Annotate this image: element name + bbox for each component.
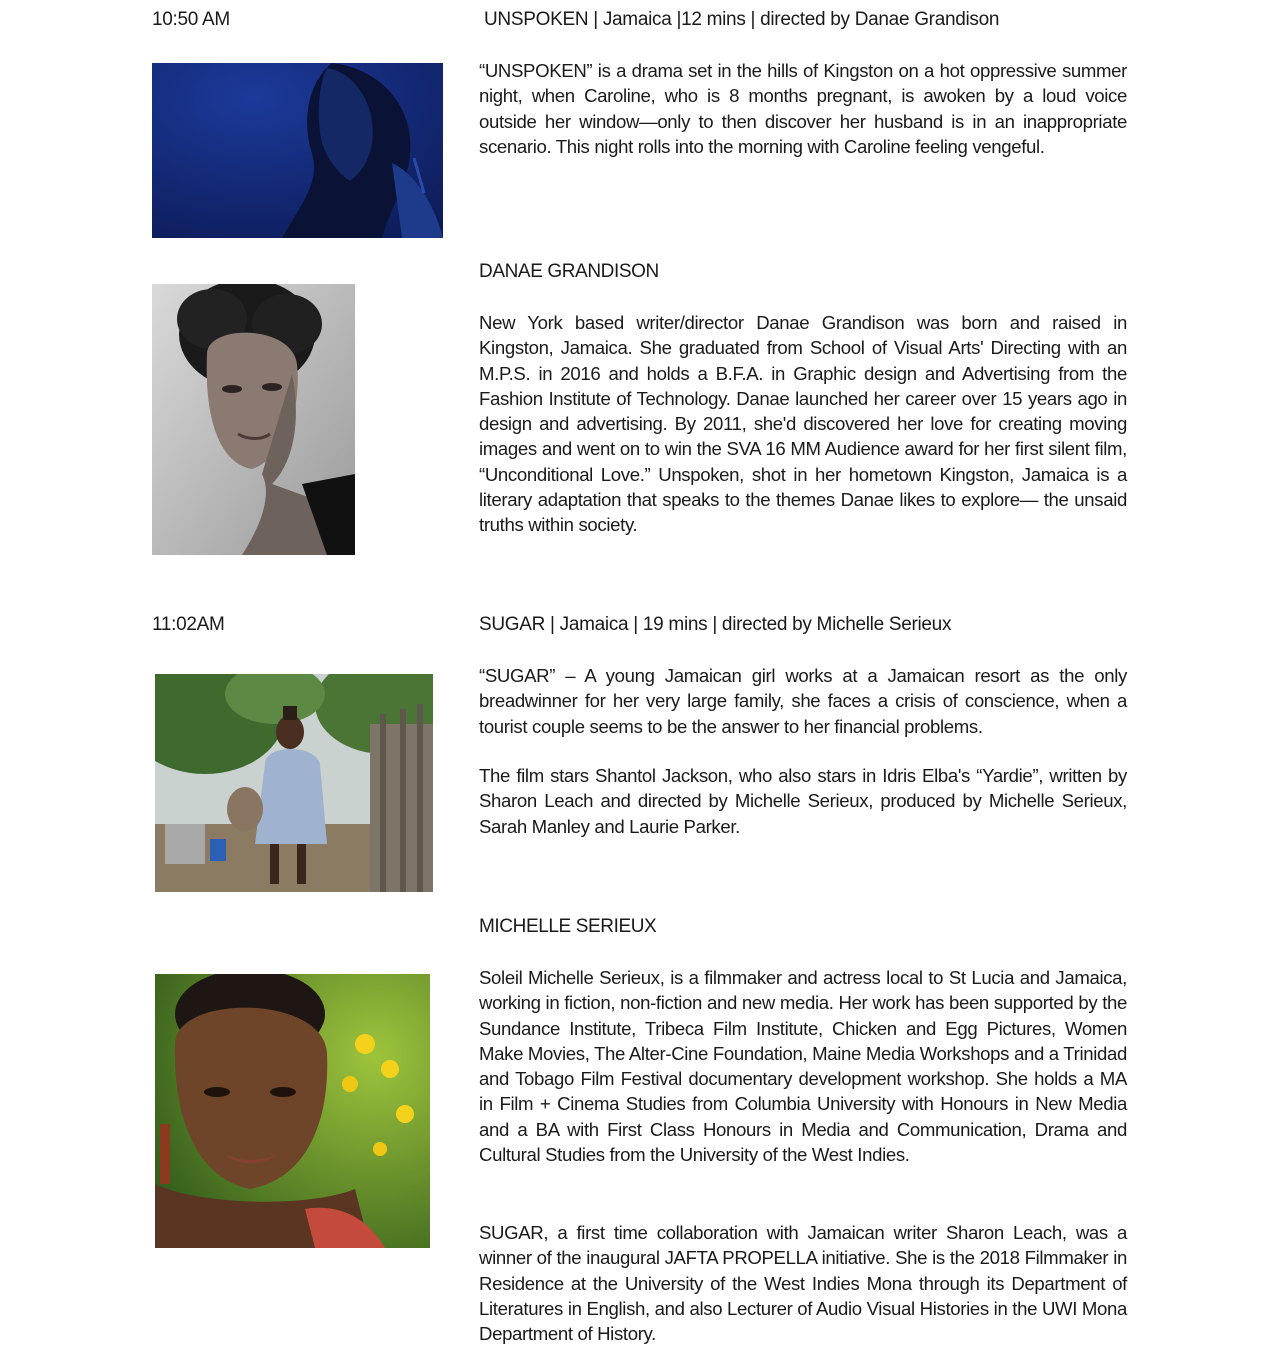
film-title-line-sugar xyxy=(479,614,951,636)
film-meta-unspoken: | Jamaica |12 mins | directed by Danae Grandison xyxy=(588,9,1000,30)
film-title-sugar: SUGAR xyxy=(479,614,546,635)
screening-time-sugar: 11:02AM xyxy=(152,614,225,635)
film-title-unspoken: UNSPOKEN xyxy=(484,9,589,30)
director-portrait-michelle xyxy=(155,974,430,1248)
film-meta-sugar: | Jamaica | 19 mins | directed by Michelle Serieux xyxy=(545,614,952,635)
film-still-unspoken xyxy=(152,63,443,238)
director-name-danae: DANAE GRANDISON xyxy=(479,261,659,282)
director-bio-michelle: Soleil Michelle Serieux, is a filmmaker and actress local to St Lucia and Jamaica, working in fiction, non-fiction and new media. Her work has been supported by the Sundance Institute, Tribeca Film Institute, Chicken and Egg Pictures, Women Make Movies, The Alter-Cine Foundation, Maine Media Workshops and a Trinidad and Tobago Film Festival documentary development workshop. She holds a MA in Film + Cinema Studies from Columbia University with Honours in New Media and a BA with First Class Honours in Media and Communication, Drama and Cultural Studies from the University of the West Indies. xyxy=(479,967,1127,1166)
film-synopsis-unspoken: “UNSPOKEN” is a drama set in the hills of Kingston on a hot oppressive summer night, when Caroline, who is 8 months pregnant, is awoken by a loud voice outside her window—only to then discover her husband is in an inappropriate scenario. This night rolls into the morning with Caroline feeling vengeful. xyxy=(479,60,1127,157)
film-still-sugar xyxy=(155,674,433,892)
screening-time-unspoken: 10:50 AM xyxy=(152,9,230,30)
director-name-michelle: MICHELLE SERIEUX xyxy=(479,916,657,937)
director-bio-danae: New York based writer/director Danae Grandison was born and raised in Kingston, Jamaica. She graduated from School of Visual Arts' Directing with an M.P.S. in 2016 and holds a B.F.A. in Graphic design and Advertising from the Fashion Institute of Technology. Danae launched her career over 15 years ago in design and advertising. By 2011, she'd discovered her love for creating moving images and went on to win the SVA 16 MM Audience award for her first silent film, “Unconditional Love.” Unspoken, shot in her hometown Kingston, Jamaica is a literary adaptation that speaks to the themes Danae likes to explore— the unsaid truths within society. xyxy=(479,312,1127,536)
director-bio-michelle-2: SUGAR, a first time collaboration with Jamaican writer Sharon Leach, was a winner of the inaugural JAFTA PROPELLA initiative. She is the 2018 Filmmaker in Residence at the University of the West Indies Mona through its Department of Literatures in English, and also Lecturer of Audio Visual Histories in the UWI Mona Department of History. xyxy=(479,1222,1127,1345)
film-title-line-unspoken xyxy=(484,9,999,31)
film-synopsis-sugar: “SUGAR” – A young Jamaican girl works at a Jamaican resort as the only breadwinner for her very large family, she faces a crisis of conscience, when a tourist couple seems to be the answer to her financial problems. xyxy=(479,665,1127,737)
film-credits-sugar: The film stars Shantol Jackson, who also stars in Idris Elba's “Yardie”, written by Sharon Leach and directed by Michelle Serieux, produced by Michelle Serieux, Sarah Manley and Laurie Parker. xyxy=(479,765,1127,837)
director-portrait-danae xyxy=(152,284,355,555)
